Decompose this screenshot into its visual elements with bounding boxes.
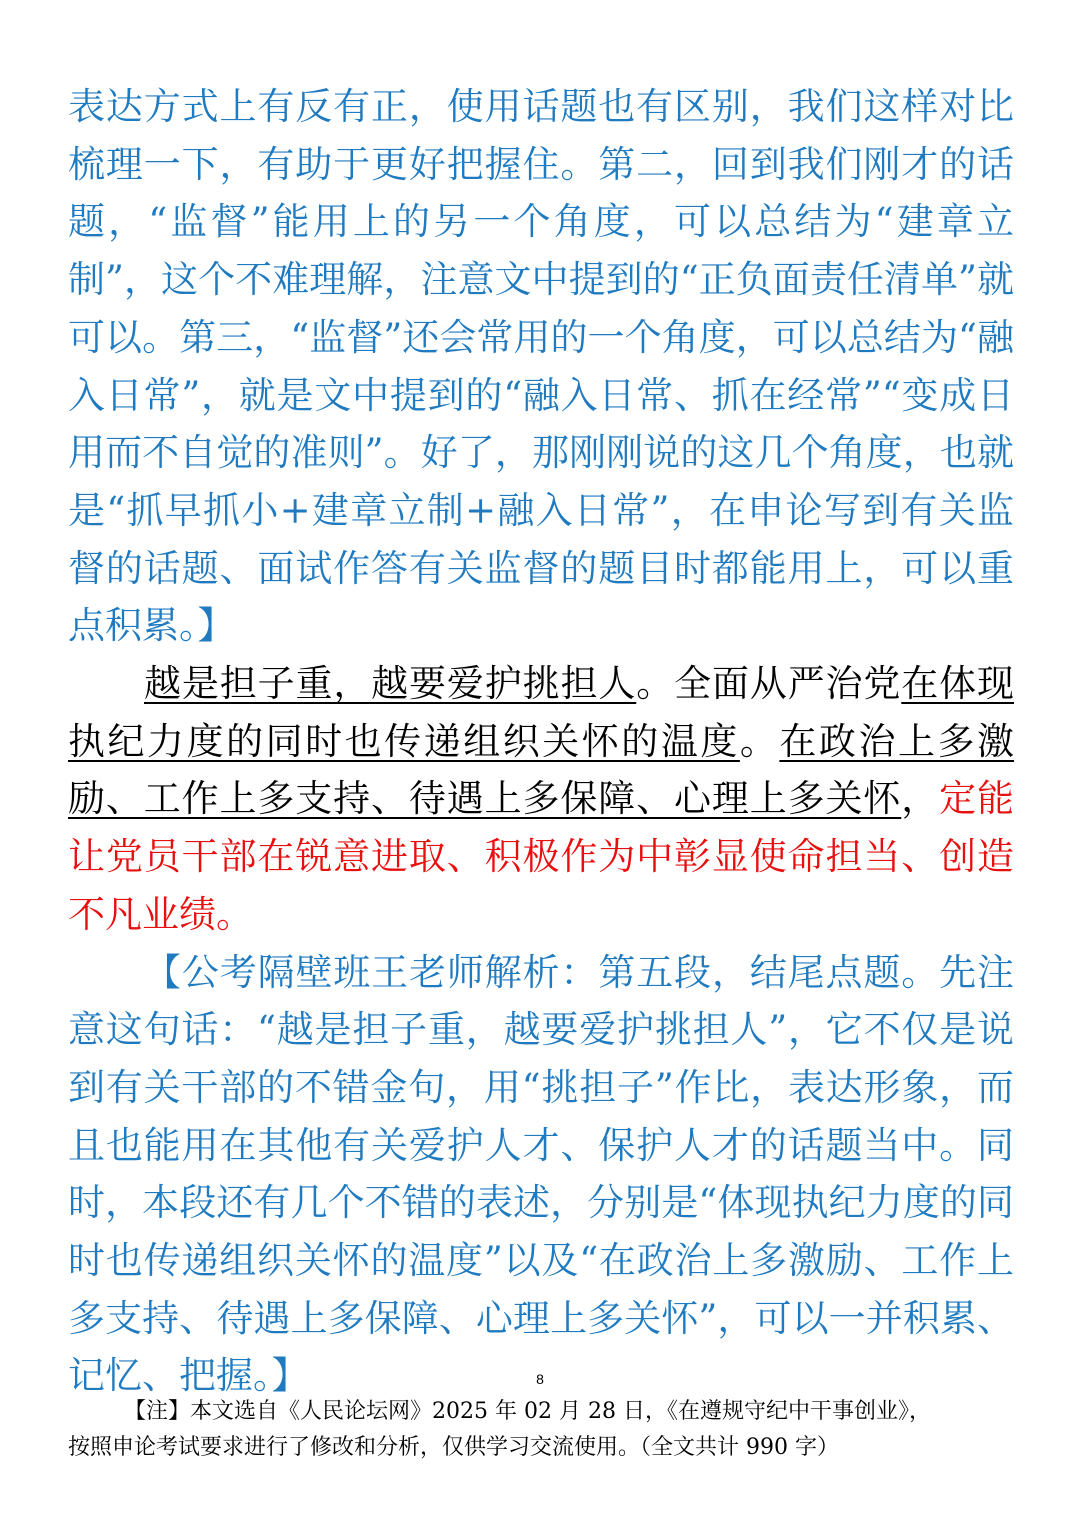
footer-note-line: 【注】本文选自《人民论坛网》2025 年 02 月 28 日，《在遵规守纪中干事创业》，: [124, 1399, 931, 1424]
underlined-phrase: 在政治上多激励、工作上多支持、待遇上多保障、心理上多关怀: [68, 719, 1015, 821]
footer-note: [68, 1394, 1014, 1466]
highlighted-conclusion: 定能让党员干部在锐意进取、积极作为中彰显使命担当、创造不凡业绩。: [68, 777, 1014, 936]
sentence-text: 。全面从严治党: [636, 662, 902, 706]
paragraph-five: [68, 655, 1014, 944]
article-body: [68, 78, 1014, 1405]
analysis-continued-paragraph: 表达方式上有反有正，使用话题也有区别，我们这样对比梳理一下，有助于更好把握住。第二，回到我们刚才的话题，“监督”能用上的另一个角度，可以总结为“建章立制”，这个不难理解，注意文中提到的“正负面责任清单”就可以。第三，“监督”还会常用的一个角度，可以总结为“融入日常”，就是文中提到的“融入日常、抓在经常”“变成日用而不自觉的准则”。好了，那刚刚说的这几个角度，也就是“抓早抓小+建章立制+融入日常”，在申论写到有关监督的话题、面试作答有关监督的题目时都能用上，可以重点积累。】: [68, 85, 1014, 648]
sentence-text: ，: [901, 777, 940, 821]
key-sentence: 越是担子重，越要爱护挑担人: [144, 662, 637, 706]
footer-note-line: 按照申论考试要求进行了修改和分析，仅供学习交流使用。（全文共计 990 字）: [68, 1435, 839, 1460]
page-number: 8: [536, 1371, 544, 1387]
sentence-text: 。: [739, 719, 780, 763]
analysis-paragraph-five: 【公考隔壁班王老师解析：第五段，结尾点题。先注意这句话：“越是担子重，越要爱护挑担人”，它不仅是说到有关干部的不错金句，用“挑担子”作比，表达形象，而且也能用在其他有关爱护人才、保护人才的话题当中。同时，本段还有几个不错的表述，分别是“体现执纪力度的同时也传递组织关怀的温度”以及“在政治上多激励、工作上多支持、待遇上多保障、心理上多关怀”，可以一并积累、记忆、把握。】: [68, 950, 1014, 1398]
underlined-phrase: 在体现执纪力度的同时也传递组织关怀的温度: [68, 662, 1015, 763]
